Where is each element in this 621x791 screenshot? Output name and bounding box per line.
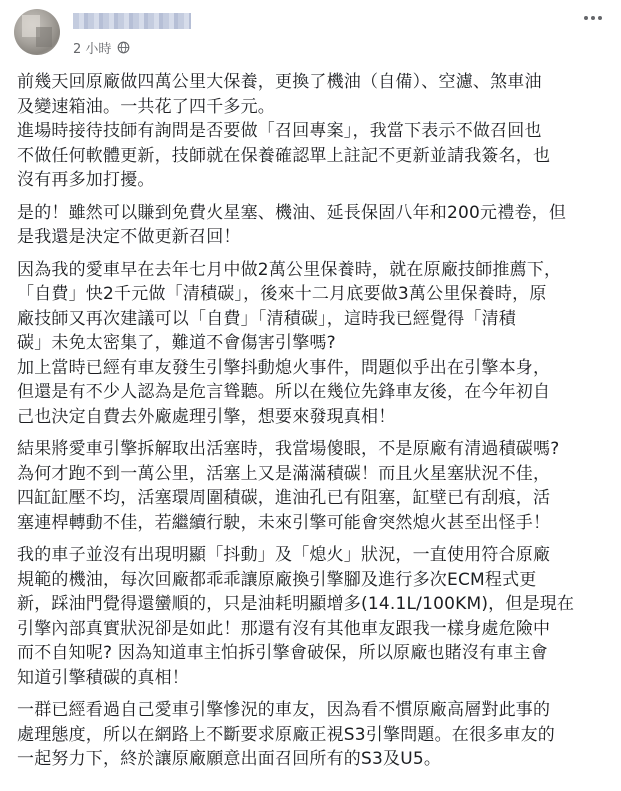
post-body	[0, 70, 621, 780]
post-meta	[73, 38, 130, 57]
post-paragraph: 前幾天回原廠做四萬公里大保養，更換了機油（自備）、空濾、煞車油 及變速箱油。一共花了四千多元。 進場時接待技師有詢問是否要做「召回專案」，我當下表示不做召回也 不做任何軟體更新，技師就在保養確認單上註記不更新並請我簽名，也 沒有再多加打擾。	[17, 72, 551, 190]
avatar-blur-region-2	[36, 27, 52, 47]
post-paragraph: 我的車子並沒有出現明顯「抖動」及「熄火」狀況，一直使用符合原廠 規範的機油，每次回廠都乖乖讓原廠換引擎腳及進行多次ECM程式更 新，踩油門覺得還蠻順的，只是油耗明顯增多(14.1L/100KM)，但是現在 引擎內部真實狀況卻是如此！那還有沒有其他車友跟我一樣身處危險中 而不自知呢? 因為知道車主怕拆引擎會破保，所以原廠也賭沒有車主會 知道引擎積碳的真相！	[17, 545, 575, 688]
post-paragraph: 結果將愛車引擎拆解取出活塞時，我當場傻眼，不是原廠有清過積碳嗎? 為何才跑不到一萬公里，活塞上又是滿滿積碳！而且火星塞狀況不佳， 四缸缸壓不均，活塞環周圍積碳，進油孔已有阻塞，缸壁已有刮痕，活 塞連桿轉動不佳，若繼續行駛，未來引擎可能會突然熄火甚至出怪手！	[17, 439, 560, 533]
avatar[interactable]	[14, 9, 60, 55]
more-options-icon[interactable]	[579, 8, 607, 28]
post-header	[0, 0, 621, 66]
post-paragraph: 因為我的愛車早在去年七月中做2萬公里保養時，就在原廠技師推薦下， 「自費」快2千元做「清積碳」，後來十二月底要做3萬公里保養時，原 廠技師又再次建議可以「自費」「清積碳」，這時我已經覺得「清積 碳」未免太密集了，難道不會傷害引擎嗎? 加上當時已經有車友發生引擎抖動熄火事件，問題似乎出在引擎本身， 但還是有不少人認為是危言聳聽。所以在幾位先鋒車友後，在今年初自 己也決定自費去外廠處理引擎，想要來發現真相！	[17, 259, 562, 427]
post-paragraph: 一群已經看過自己愛車引擎慘況的車友，因為看不慣原廠高層對此事的 處理態度，所以在網路上不斷要求原廠正視S3引擎問題。在很多車友的 一起努力下，終於讓原廠願意出面召回所有的S3及U5。	[17, 700, 556, 769]
post-paragraph: 是的！雖然可以賺到免費火星塞、機油、延長保固八年和200元禮卷，但 是我還是決定不做更新召回！	[17, 202, 567, 247]
globe-icon	[117, 41, 130, 54]
post-timestamp[interactable]: 2 小時	[73, 42, 112, 57]
author-name-blurred[interactable]	[73, 13, 191, 29]
